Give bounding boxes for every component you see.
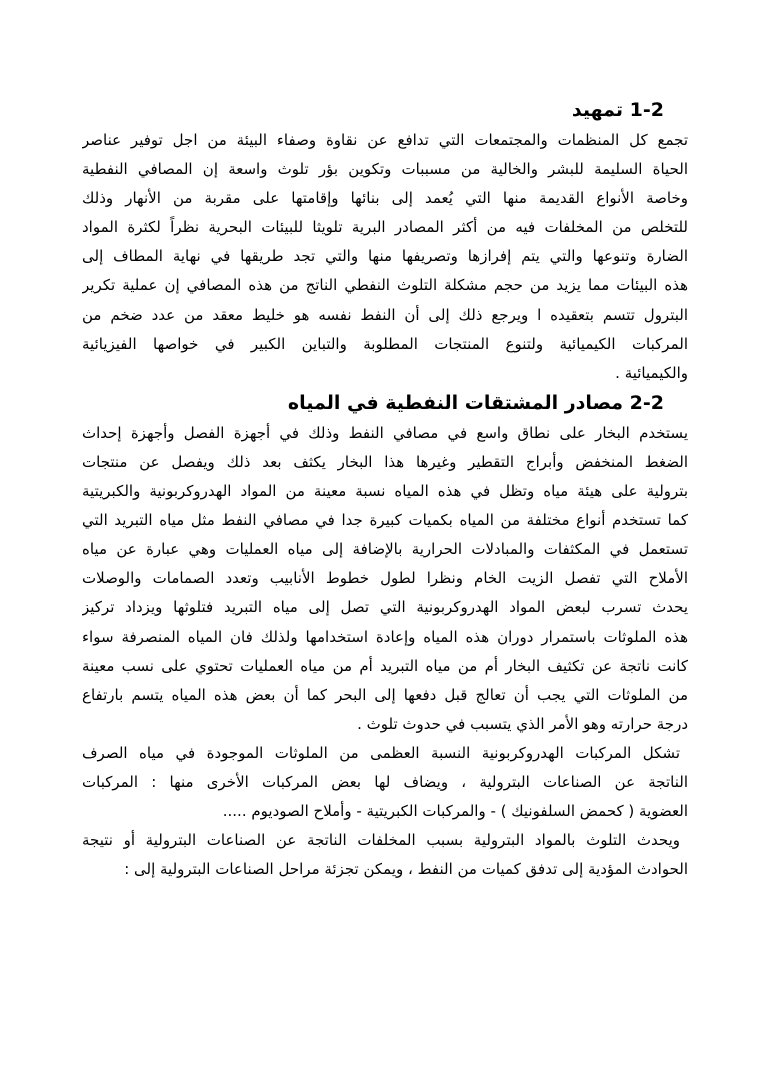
text-line: تشكل المركبات الهدروكربونية النسبة العظمى من الملوثات الموجودة في مياه الصرف [82,743,680,762]
paragraph [82,739,688,826]
paragraph [82,126,688,388]
text-line: الحياة السليمة للبشر والخالية من مسببات وتكوين بؤر تلوث واسعة إن المصافي النفطية [82,160,688,179]
text-line: كما تستخدم أنواع مختلفة من المياه بكميات كبيرة جدا في مصافي النفط مثل مياه التبريد التي [82,511,688,530]
text-line: يحدث تسرب لبعض المواد الهدروكربونية التي تصل إلى مياه التبريد فتلوثها ويزداد تركيز [82,598,688,617]
text-line: بترولية على هيئة مياه وتظل في هذه المياه نسبة معينة من المواد الهدروكربونية والكبريتية [82,482,688,501]
text-line: العضوية ( كحمض السلفونيك ) - والمركبات الكبريتية - وأملاح الصوديوم ..... [222,802,688,821]
text-line: وخاصة الأنواع القديمة منها التي يُعمد إلى بنائها وإقامتها على مقربة من الأنهار وذلك [82,189,688,208]
text-line: البترول تتسم بتعقيده ا ويرجع ذلك إلى أن النفط نفسه هو خليط معقد من عدد ضخم من [82,305,688,324]
text-line: الناتجة عن الصناعات البترولية ، ويضاف لها بعض المركبات الأخرى منها : المركبات [82,772,688,791]
section-heading: 1-2 تمهيد [571,99,664,121]
text-line: من الملوثات التي يجب أن تعالج قبل دفعها إلى البحر كما أن بعض هذه المياه يتسم بارتفاع [82,685,688,704]
text-line: للتخلص من المخلفات فيه من أكثر المصادر البرية تلويثا للبيئات البحرية نظراً لكثرة المواد [82,218,688,237]
text-line: ويحدث التلوث بالمواد البترولية بسبب المخلفات الناتجة عن الصناعات البترولية أو نتيجة [82,831,680,850]
text-line: الأملاح التي تفصل الزيت الخام ونظرا لطول خطوط الأنابيب وتعدد الصمامات والوصلات [82,569,688,588]
text-line: الحوادث المؤدية إلى تدفق كميات من النفط ، ويمكن تجزئة مراحل الصناعات البترولية إلى : [124,860,688,879]
text-line: الضارة وتنوعها والتي يتم إفرازها وتصريفها منها والتي تجد طريقها في نهاية المطاف إلى [82,247,688,266]
text-line: المركبات الكيميائية ولتنوع المنتجات المطلوبة والتباين الكبير في خواصها الفيزيائية [82,334,688,353]
section-heading: 2-2 مصادر المشتقات النفطية في المياه [287,391,664,414]
paragraph [82,826,688,884]
text-line: الضغط المنخفض وأبراج التقطير وغيرها هذا البخار يكثف بعد ذلك ويفصل عن منتجات [82,452,688,471]
paragraph [82,419,688,739]
section-oil-derivatives-sources [82,388,688,885]
text-line: هذه الملوثات باستمرار دوران هذه المياه وإعادة استخدامها ولذلك فان المياه المنصرفة سواء [82,627,688,646]
text-line: درجة حرارته وهو الأمر الذي يتسبب في حدوث تلوث . [357,714,688,733]
section-tamhid [82,95,688,388]
text-line: والكيميائية . [615,363,688,382]
text-line: كانت ناتجة عن تكثيف البخار أم من مياه التبريد أم من مياه العمليات تحتوي على نسب معينة [82,656,688,675]
text-line: تجمع كل المنظمات والمجتمعات التي تدافع عن نقاوة وصفاء البيئة من اجل توفير عناصر [82,131,688,149]
text-line: يستخدم البخار على نطاق واسع في مصافي النفط وذلك في أجهزة الفصل وأجهزة إحداث [82,423,688,442]
text-line: تستعمل في المكثفات والمبادلات الحرارية بالإضافة إلى مياه العمليات وهي عبارة عن مياه [82,540,688,559]
text-line: هذه البيئات مما يزيد من حجم مشكلة التلوث النفطي الناتج من هذه المصافي إن عملية تكرير [82,276,688,295]
